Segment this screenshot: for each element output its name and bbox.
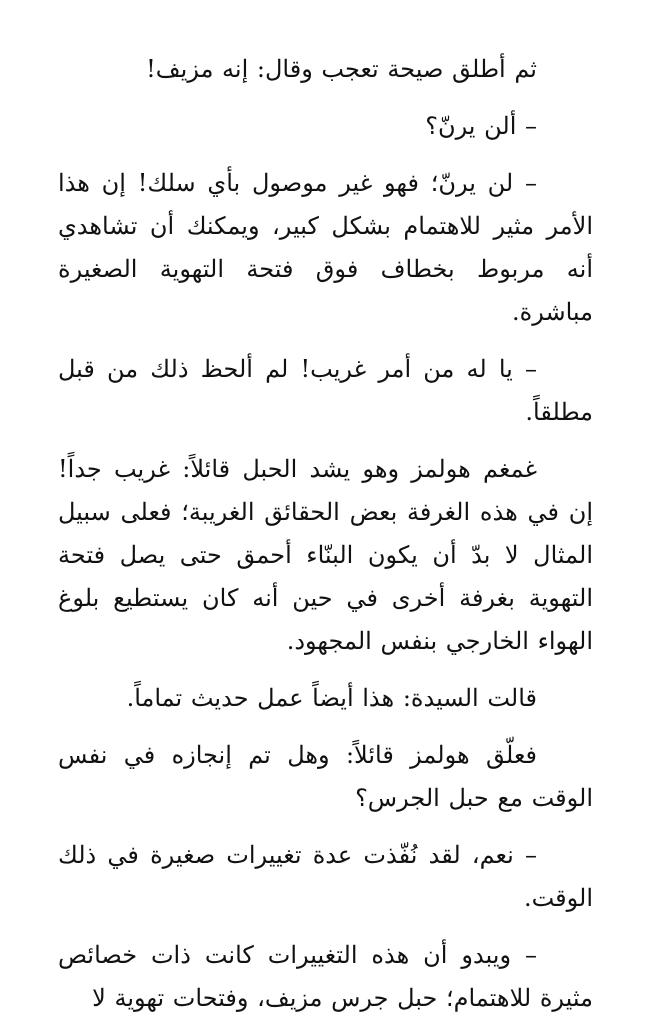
paragraph-holmes-ventilator: غمغم هولمز وهو يشد الحبل قائلاً: غريب جداً! إن في هذه الغرفة بعض الحقائق الغريبة؛ فعلى سبيل المثال لا بدّ أن يكون البنّاء أحمق حتى يصل فتحة التهوية بغرفة أخرى في حين أنه كان يستطيع بلوغ الهواء الخارجي بنفس المجهود. — [58, 455, 593, 655]
paragraph-not-connected: – لن يرنّ؛ فهو غير موصول بأي سلك! إن هذا الأمر مثير للاهتمام بشكل كبير، ويمكنك أن تشاهدي أنه مربوط بخطاف فوق فتحة التهوية الصغيرة مباشرة. — [58, 169, 593, 326]
paragraph-strange: – يا له من أمر غريب! لم ألحظ ذلك من قبل مطلقاً. — [58, 355, 593, 426]
paragraph-holmes-question: فعلّق هولمز قائلاً: وهل تم إنجازه في نفس الوقت مع حبل الجرس؟ — [58, 741, 593, 812]
paragraph-question: – ألن يرنّ؟ — [425, 112, 537, 140]
paragraph-properties: – ويبدو أن هذه التغييرات كانت ذات خصائص مثيرة للاهتمام؛ حبل جرس مزيف، وفتحات تهوية لا — [58, 941, 593, 1012]
paragraph-changes: – نعم، لقد نُفّذت عدة تغييرات صغيرة في ذلك الوقت. — [58, 841, 593, 912]
book-page — [58, 48, 593, 1034]
paragraph-lady-reply: قالت السيدة: هذا أيضاً عمل حديث تماماً. — [126, 684, 537, 712]
paragraph-exclamation: ثم أطلق صيحة تعجب وقال: إنه مزيف! — [146, 55, 537, 83]
